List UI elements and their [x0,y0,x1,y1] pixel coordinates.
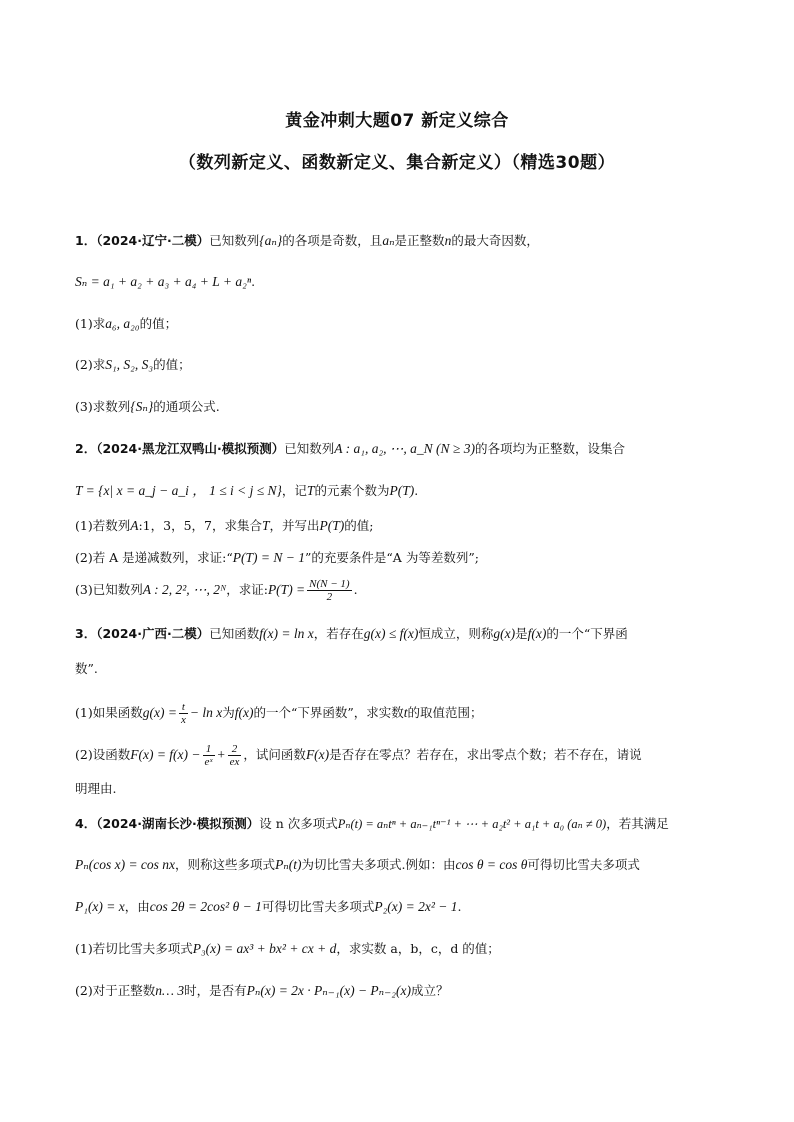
q4-text: 可得切比雪夫多项式 [261,899,375,914]
q1-math: aₙ [382,233,395,248]
q3-source: （2024·广西·二模） [96,626,210,641]
q3-math: g(x) ≤ f(x) [363,626,419,641]
q2-math: T [306,483,315,498]
q3-stem [75,625,735,643]
q2-text: . [353,582,358,597]
q3-math: F(x) = f(x) − [130,747,201,762]
q2-text: 已知数列 [284,441,335,456]
q3-text: 是 [515,626,528,641]
q1-text: 是正整数 [394,233,445,248]
q1-text: 的值； [153,357,191,372]
q2-math: T = {x| x = a_j − a_i ， 1 ≤ i < j ≤ N} [75,483,282,498]
q2-source: （2024·黑龙江双鸭山·模拟预测） [96,441,285,456]
q2-part1 [75,517,735,535]
q4-math: Pₙ(x) = 2x · Pₙ₋₁(x) − Pₙ₋₂(x) [246,983,411,998]
q3-fraction [179,701,188,726]
q1-number: 1． [75,233,97,248]
q3-text: 明理由. [75,781,117,796]
q2-text: (2)若 A 是递减数列，求证:“ [75,550,233,565]
q2-fraction [307,578,351,603]
q1-text: 的最大奇因数， [451,233,539,248]
q3-text: 恒成立，则称 [418,626,494,641]
q4-text: ，由 [124,899,150,914]
page-title: 黄金冲刺大题07 新定义综合 [285,111,509,131]
q2-math: A : a₁, a₂, ⋯, a_N (N ≥ 3) [334,441,475,456]
q3-math: g(x) [493,626,516,641]
q3-fraction [228,743,242,768]
q3-text: 是否存在零点？若存在，求出零点个数；若不存在，请说 [329,747,642,762]
q4-text: ，求实数 a，b，c，d 的值； [336,941,500,956]
q4-math: cos 2θ = 2cos² θ − 1 [149,899,262,914]
q3-math: f(x) = ln x [259,626,314,641]
q4-text: 设 n 次多项式 [259,816,338,831]
q2-part3 [75,578,735,603]
q4-text: 时，是否有 [184,983,247,998]
q1-math: {aₙ} [259,233,283,248]
q1-text: 已知数列 [209,233,260,248]
q4-math: P₃(x) = ax³ + bx² + cx + d [192,941,337,956]
fraction-numerator: N(N − 1) [309,578,350,590]
fraction-numerator: 2 [228,743,242,756]
q3-text: (1)如果函数 [75,705,143,720]
q2-stem [75,440,735,458]
q2-text: :1，3，5，7，求集合 [138,518,262,533]
q1-part2 [75,356,735,374]
fraction-numerator: t [179,701,188,714]
q2-text: 的元素个数为 [314,483,390,498]
q1-part3 [75,398,735,416]
q1-stem [75,232,735,250]
q2-part2 [75,549,735,567]
q3-math: f(x) [234,705,254,720]
q4-text: 成立？ [410,983,449,998]
q3-math: + [216,747,226,762]
q2-number: 2． [75,441,97,456]
fraction-denominator: ex [229,756,240,768]
q2-text: (1)若数列 [75,518,131,533]
q1-math: n [444,233,452,248]
q3-math: f(x) [527,626,547,641]
q2-text: ，求证: [226,582,268,597]
q2-text: 的值; [344,518,374,533]
q2-text: ，并写出 [269,518,320,533]
q3-fraction [203,743,215,768]
q1-text: . [251,274,256,289]
q4-text: 为切比雪夫多项式.例如：由 [301,857,456,872]
q4-part1 [75,940,735,958]
q4-text: (2)对于正整数 [75,983,156,998]
q2-text: ”的充要条件是“A 为等差数列”; [305,550,479,565]
q4-condition [75,856,735,874]
q1-text: (1)求 [75,316,106,331]
q3-text: 已知函数 [209,626,260,641]
q3-part1 [75,701,735,726]
q2-math: P(T) = [267,582,306,597]
q3-math: − ln x [189,705,223,720]
q3-text: 为 [222,705,235,720]
q4-text: ，则称这些多项式 [175,857,276,872]
q1-text: 的值； [139,316,178,331]
q4-part2 [75,982,735,1000]
q1-source: （2024·辽宁·二模） [96,233,210,248]
q3-text: 的一个“下界函 [546,626,628,641]
q2-math: A [130,518,139,533]
q2-text: 的各项均为正整数，设集合 [474,441,625,456]
q1-text: 的通项公式. [153,399,220,414]
q3-text: ，若存在 [313,626,364,641]
q4-text: (1)若切比雪夫多项式 [75,941,193,956]
q1-text: (3)求数列 [75,399,131,414]
q4-math: n… 3 [155,983,185,998]
page-subtitle: （数列新定义、函数新定义、集合新定义）（精选30题） [178,153,616,173]
q3-math: g(x) = [142,705,177,720]
q1-text: (2)求 [75,357,106,372]
q1-math: S₁, S₂, S₃ [105,357,154,372]
q3-text: ，试问函数 [243,747,306,762]
q2-math: P(T) = N − 1 [232,550,306,565]
q2-math: P(T) [389,483,415,498]
q4-math: P₂(x) = 2x² − 1 [374,899,458,914]
fraction-numerator: 1 [203,743,215,756]
q1-math: Sₙ = a₁ + a₂ + a₃ + a₄ + L + a₂ⁿ [75,274,252,289]
q1-formula [75,273,735,291]
q2-text: . [414,483,419,498]
q1-math: {Sₙ} [130,399,154,414]
q3-text: 数”. [75,661,98,676]
fraction-denominator: x [180,714,186,726]
q3-stem-cont [75,660,735,678]
q4-text: . [457,899,462,914]
q1-math: a₆, a₂₀ [105,316,140,331]
q3-number: 3． [75,626,97,641]
q2-math: P(T) [319,518,345,533]
q4-number: 4． [75,816,97,831]
q2-text: (3)已知数列 [75,582,143,597]
q3-math: t [403,705,408,720]
q4-math: Pₙ(t) = aₙtⁿ + aₙ₋₁tⁿ⁻¹ + ⋯ + a₂t² + a₁t + a₀ (aₙ ≠ 0) [337,817,607,831]
q4-math: P₁(x) = x [75,899,125,914]
q4-text: ，若其满足 [606,816,669,831]
q2-math: T [262,518,270,533]
q3-part2 [75,743,735,768]
q2-set-def [75,482,735,500]
q3-text: (2)设函数 [75,747,131,762]
fraction-denominator: 2 [326,591,333,603]
q4-math: Pₙ(t) [275,857,302,872]
q2-math: A : 2, 2², ⋯, 2ᴺ [142,582,227,597]
q3-part2-cont [75,780,735,798]
q3-math: F(x) [305,747,330,762]
q4-math: cos θ = cos θ [455,857,528,872]
q1-text: 的各项是奇数，且 [282,233,383,248]
q4-example [75,898,735,916]
q4-text: 可得切比雪夫多项式 [527,857,640,872]
q4-math: Pₙ(cos x) = cos nx [75,857,176,872]
q1-part1 [75,315,735,333]
q4-stem [75,815,735,833]
q4-source: （2024·湖南长沙·模拟预测） [96,816,260,831]
fraction-denominator: eˣ [204,756,213,768]
q2-text: ，记 [281,483,307,498]
q3-text: 的取值范围； [407,705,483,720]
q3-text: 的一个“下界函数”，求实数 [253,705,404,720]
